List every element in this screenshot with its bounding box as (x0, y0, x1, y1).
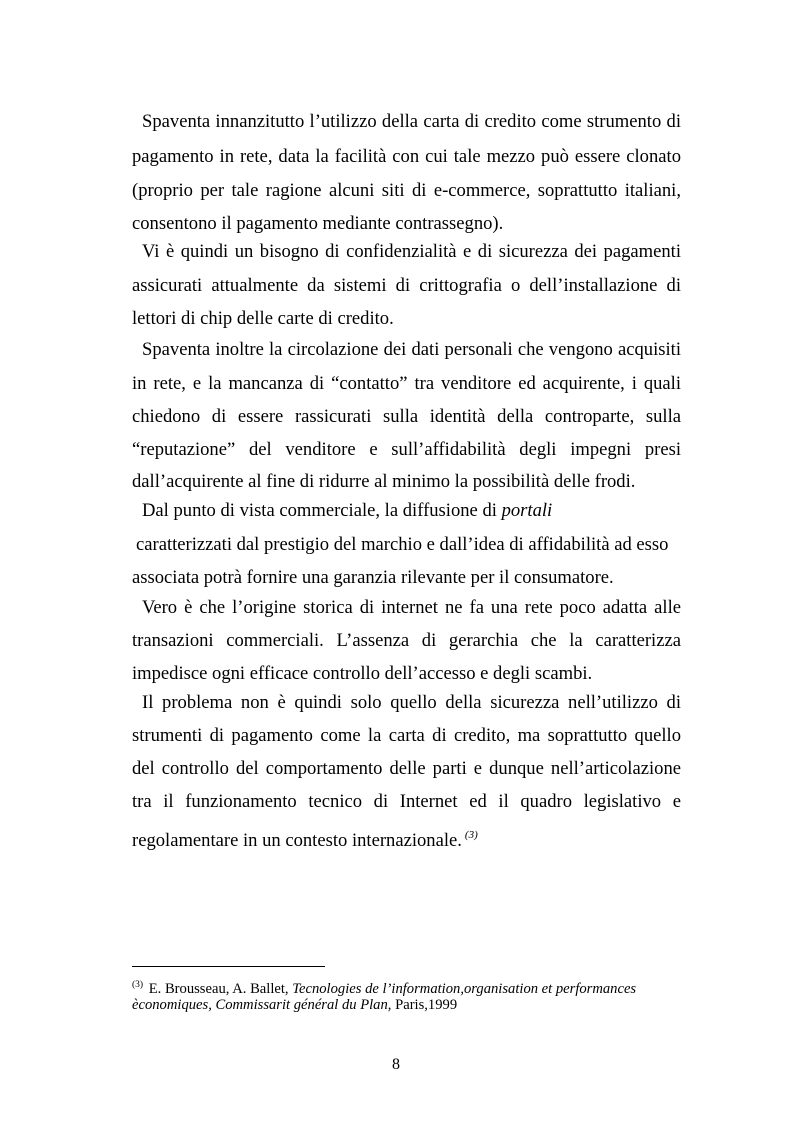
paragraph-2-line-3: lettori di chip delle carte di credito. (132, 308, 394, 329)
footnote-title-part-1: Tecnologies de l’information,organisation et performances (292, 981, 637, 997)
paragraph-1-line-4: consentono il pagamento mediante contrassegno). (132, 213, 504, 234)
paragraph-4-text: Dal punto di vista commerciale, la diffusione di (142, 500, 497, 521)
paragraph-7-line-4: tra il funzionamento tecnico di Internet ed il quadro legislativo e (132, 791, 681, 812)
paragraph-7-line-5 (132, 823, 681, 851)
paragraph-6-line-1: Vero è che l’origine storica di internet ne fa una rete poco adatta alle (142, 597, 681, 618)
paragraph-7-line-1: Il problema non è quindi solo quello della sicurezza nell’utilizzo di (142, 692, 681, 713)
footnote-line-2 (132, 995, 681, 1015)
paragraph-1-line-2: pagamento in rete, data la facilità con cui tale mezzo può essere clonato (132, 146, 681, 167)
page-number: 8 (392, 1056, 400, 1073)
paragraph-3-line-4: “reputazione” del venditore e sull’affidabilità degli impegni presi (132, 439, 681, 460)
paragraph-3-line-3: chiedono di essere rassicurati sulla identità della controparte, sulla (132, 406, 681, 427)
footnote-divider (132, 966, 325, 967)
footnote-reference: (3) (464, 829, 478, 841)
footnote-place-year: Paris,1999 (395, 997, 458, 1013)
paragraph-7-line-3: del controllo del comportamento delle parti e dunque nell’articolazione (132, 758, 681, 779)
portali-italic: portali (501, 500, 553, 521)
footnote-marker: (3) (132, 980, 144, 990)
paragraph-5-line-2: associata potrà fornire una garanzia rilevante per il consumatore. (132, 567, 614, 588)
paragraph-2-line-1: Vi è quindi un bisogno di confidenzialità e di sicurezza dei pagamenti (142, 241, 681, 262)
paragraph-6-line-2: transazioni commerciali. L’assenza di gerarchia che la caratterizza (132, 630, 681, 651)
paragraph-3-line-2: in rete, e la mancanza di “contatto” tra venditore ed acquirente, i quali (132, 373, 681, 394)
paragraph-3-line-1: Spaventa inoltre la circolazione dei dati personali che vengono acquisiti (142, 339, 681, 360)
footnote-authors: E. Brousseau, A. Ballet, (145, 981, 289, 997)
paragraph-5-line-1: caratterizzati dal prestigio del marchio e dall’idea di affidabilità ad esso (136, 534, 669, 555)
paragraph-6-line-3: impedisce ogni efficace controllo dell’accesso e degli scambi. (132, 663, 593, 684)
footnote-title-part-2: èconomiques, Commissarit général du Plan, (132, 997, 392, 1013)
paragraph-7-line-2: strumenti di pagamento come la carta di credito, ma soprattutto quello (132, 725, 681, 746)
paragraph-1-line-1: Spaventa innanzitutto l’utilizzo della carta di credito come strumento di (142, 111, 681, 132)
paragraph-2-line-2: assicurati attualmente da sistemi di crittografia o dell’installazione di (132, 275, 681, 296)
paragraph-3-line-5: dall’acquirente al fine di ridurre al minimo la possibilità delle frodi. (132, 471, 636, 492)
paragraph-1-line-3: (proprio per tale ragione alcuni siti di e-commerce, soprattutto italiani, (132, 180, 681, 201)
paragraph-7-text: regolamentare in un contesto internazionale. (132, 830, 462, 851)
paragraph-4-line-1 (142, 499, 681, 523)
